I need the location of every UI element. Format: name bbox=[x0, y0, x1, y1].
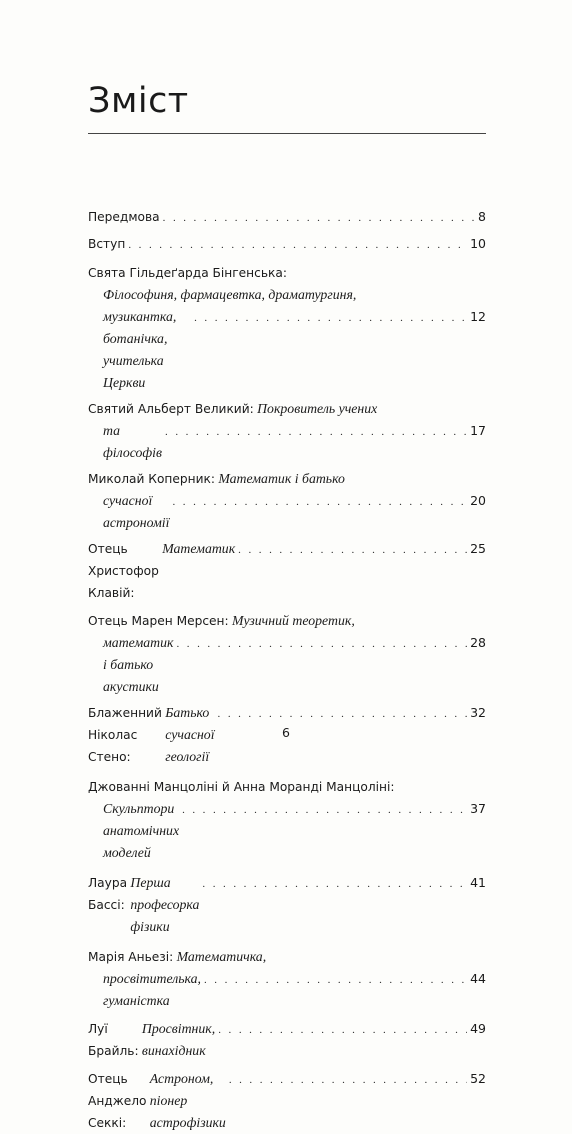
toc-leader-dots bbox=[204, 969, 467, 991]
toc-entry-description: Астроном, піонер астрофізики bbox=[149, 1071, 226, 1130]
toc-entry-description: та філософів bbox=[103, 423, 163, 460]
toc-entry-description: Просвітник, винахідник bbox=[141, 1021, 216, 1058]
toc-page-number: 20 bbox=[470, 493, 486, 508]
toc-page-number: 32 bbox=[470, 705, 486, 720]
toc-page-number: 49 bbox=[470, 1021, 486, 1036]
toc-entry-description: Скульптори анатомічних моделей bbox=[103, 801, 180, 860]
toc-leader-dots bbox=[182, 799, 467, 821]
toc-entry-name: Джованні Манцоліні й Анна Моранді Манцоліні: bbox=[88, 780, 395, 794]
title-divider bbox=[88, 133, 486, 134]
toc-page-number: 17 bbox=[470, 423, 486, 438]
toc-entry-description: Покровитель учених bbox=[257, 401, 378, 416]
toc-entry-name: Свята Гільдеґарда Бінгенська: bbox=[88, 266, 287, 280]
toc-entry-clavius[interactable] bbox=[88, 538, 486, 604]
toc-entry-description: Математичка, bbox=[176, 949, 267, 964]
toc-entry-description: сучасної астрономії bbox=[103, 493, 170, 530]
toc-entry-name: Блаженний Ніколас Стено: bbox=[88, 706, 162, 764]
toc-page-number: 10 bbox=[470, 236, 486, 251]
toc-page-number: 41 bbox=[470, 875, 486, 890]
toc-page-number: 12 bbox=[470, 309, 486, 324]
toc-entry-bassi[interactable] bbox=[88, 872, 486, 938]
page-title: Зміст bbox=[88, 81, 189, 121]
toc-entry-description: Батько сучасної геології bbox=[165, 705, 215, 764]
table-of-contents bbox=[88, 206, 486, 1134]
toc-entry-name: Марія Аньезі: bbox=[88, 950, 174, 964]
toc-entry-albert[interactable] bbox=[88, 398, 486, 464]
toc-entry-name: Отець Христофор Клавій: bbox=[88, 542, 159, 600]
toc-entry-name: Отець Марен Мерсен: bbox=[88, 614, 229, 628]
toc-entry-description: Перша професорка фізики bbox=[130, 875, 200, 934]
toc-page-number: 25 bbox=[470, 541, 486, 556]
toc-entry-copernicus[interactable] bbox=[88, 468, 486, 534]
toc-entry-name: Вступ bbox=[88, 237, 126, 251]
toc-entry-name: Отець Анджело Секкі: bbox=[88, 1072, 147, 1130]
toc-entry-description: математик і батько акустики bbox=[103, 635, 174, 694]
toc-page-number: 52 bbox=[470, 1071, 486, 1086]
toc-entry-mersenne[interactable] bbox=[88, 610, 486, 698]
toc-page-number: 44 bbox=[470, 971, 486, 986]
toc-leader-dots bbox=[202, 873, 467, 895]
toc-leader-dots bbox=[128, 234, 467, 256]
toc-entry-name: Миколай Коперник: bbox=[88, 472, 215, 486]
toc-leader-dots bbox=[194, 307, 467, 329]
toc-leader-dots bbox=[163, 207, 475, 229]
toc-entry-description: Математик bbox=[162, 541, 236, 556]
toc-entry-name: Святий Альберт Великий: bbox=[88, 402, 254, 416]
toc-entry-braille[interactable] bbox=[88, 1018, 486, 1062]
toc-entry-description: Філософиня, фармацевтка, драматургиня, bbox=[103, 287, 357, 302]
toc-entry-secchi[interactable] bbox=[88, 1068, 486, 1134]
page-number: 6 bbox=[282, 725, 290, 740]
toc-leader-dots bbox=[229, 1069, 467, 1091]
toc-entry-name: Передмова bbox=[88, 210, 160, 224]
toc-entry-description: музикантка, ботанічка, учителька Церкви bbox=[103, 309, 177, 390]
toc-entry-introduction[interactable] bbox=[88, 233, 486, 256]
toc-entry-name: Лаура Бассі: bbox=[88, 876, 128, 912]
toc-leader-dots bbox=[165, 421, 467, 443]
toc-entry-description: Музичний теоретик, bbox=[231, 613, 355, 628]
toc-entry-description: просвітителька, гуманістка bbox=[103, 971, 201, 1008]
toc-page-number: 8 bbox=[478, 209, 486, 224]
toc-page-number: 28 bbox=[470, 635, 486, 650]
toc-entry-foreword[interactable] bbox=[88, 206, 486, 229]
toc-entry-manzolini[interactable] bbox=[88, 776, 486, 864]
toc-leader-dots bbox=[172, 491, 467, 513]
toc-leader-dots bbox=[238, 539, 467, 561]
toc-leader-dots bbox=[218, 1019, 467, 1041]
toc-page-number: 37 bbox=[470, 801, 486, 816]
toc-leader-dots bbox=[218, 703, 468, 725]
toc-leader-dots bbox=[176, 633, 467, 655]
toc-entry-agnesi[interactable] bbox=[88, 946, 486, 1012]
toc-entry-description: Математик і батько bbox=[218, 471, 345, 486]
toc-entry-name: Луї Брайль: bbox=[88, 1022, 139, 1058]
toc-entry-hildegard[interactable] bbox=[88, 262, 486, 394]
